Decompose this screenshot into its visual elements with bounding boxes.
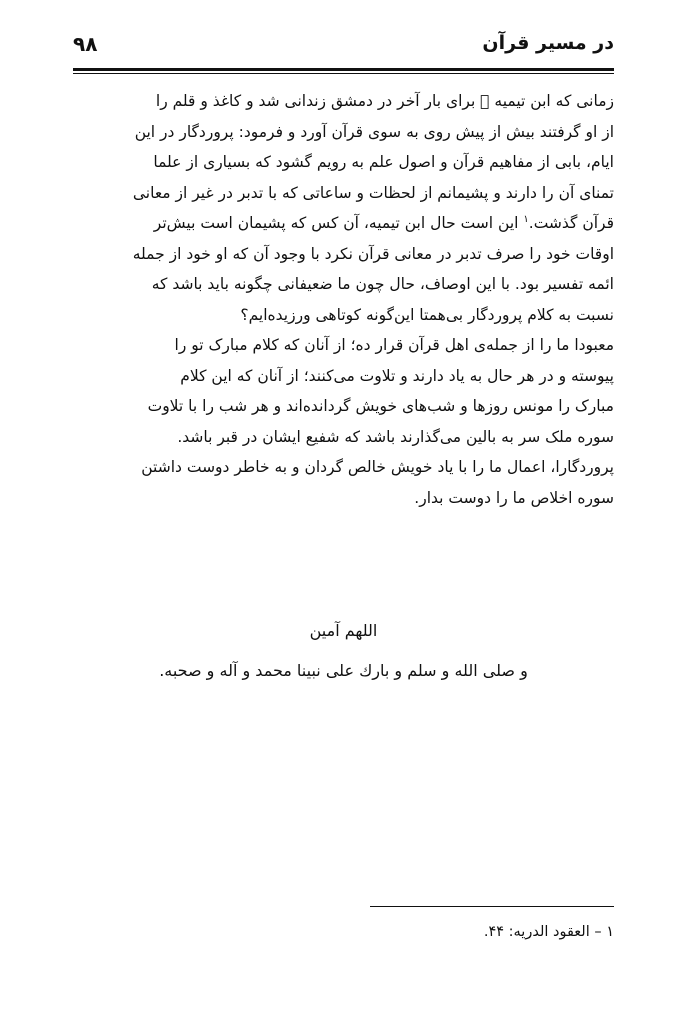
running-title: در مسیر قرآن <box>482 32 614 54</box>
header-rule-thick <box>73 68 614 71</box>
text-line: پیوسته و در هر حال به یاد دارند و تلاوت می‌کنند؛ از آنان که این کلام <box>180 366 614 385</box>
text-segment: این است حال ابن تیمیه، آن کس که پشیمان است بیش‌تر <box>153 214 519 232</box>
text-line: اوقات خود را صرف تدبر در معانی قرآن نکرد با وجود آن که او خود از جمله <box>132 244 614 263</box>
text-line: زمانی که ابن تیمیه ﷬ برای بار آخر در دمشق زندانی شد و کاغذ و قلم را <box>155 92 614 110</box>
text-line: نسبت به کلام پروردگار بی‌همتا این‌گونه کوتاهی ورزیده‌ایم؟ <box>240 305 614 324</box>
text-segment: قرآن گذشت. <box>528 214 614 232</box>
text-line: معبودا ما را از جمله‌ی اهل قرآن قرار ده؛ از آنان که کلام مبارک تو را <box>174 336 614 354</box>
text-line: ائمه تفسیر بود. با این اوصاف، حال چون ما ضعیفانی چگونه باید باشد که <box>151 275 614 293</box>
text-line: مبارک را مونس روزها و شب‌های خویش گردانده‌اند و هر شب را با تلاوت <box>147 397 614 415</box>
body-text <box>73 86 614 513</box>
header-rule-thin <box>73 73 614 74</box>
text-line: سوره اخلاص ما را دوست بدار. <box>414 488 614 507</box>
page-header <box>73 28 614 68</box>
text-line: سوره ملک سر به بالین می‌گذارند باشد که شفیع ایشان در قبر باشد. <box>177 427 614 446</box>
text-line: ایام، بابی از مفاهیم قرآن و اصول علم به رویم گشود که بسیاری از علما <box>153 153 614 171</box>
footnote-rule <box>370 906 614 907</box>
text-line-with-footnote <box>73 208 614 239</box>
closing-block <box>73 616 614 686</box>
text-line: تمنای آن را دارند و پشیمانم از لحظات و ساعاتی که با تدبر در غیر از معانی <box>132 183 614 202</box>
page-number: ۹۸ <box>73 32 98 56</box>
closing-dua: اللهم آمین <box>309 621 378 640</box>
footnote: ۱ – العقود الدریه: ۴۴. <box>483 924 614 940</box>
paragraph-supplication <box>73 330 614 513</box>
footnote-reference: ۱ <box>523 213 529 225</box>
text-line: پروردگارا، اعمال ما را با یاد خویش خالص گردان و به خاطر دوست داشتن <box>141 458 614 476</box>
closing-salawat: و صلى الله و سلم و بارك علی نبینا محمد و آله و صحبه. <box>159 661 528 680</box>
paragraph-ibn-taymiyyah <box>73 86 614 330</box>
text-line: از او گرفتند بیش از پیش روی به سوی قرآن آورد و فرمود: پروردگار در این <box>134 122 614 141</box>
